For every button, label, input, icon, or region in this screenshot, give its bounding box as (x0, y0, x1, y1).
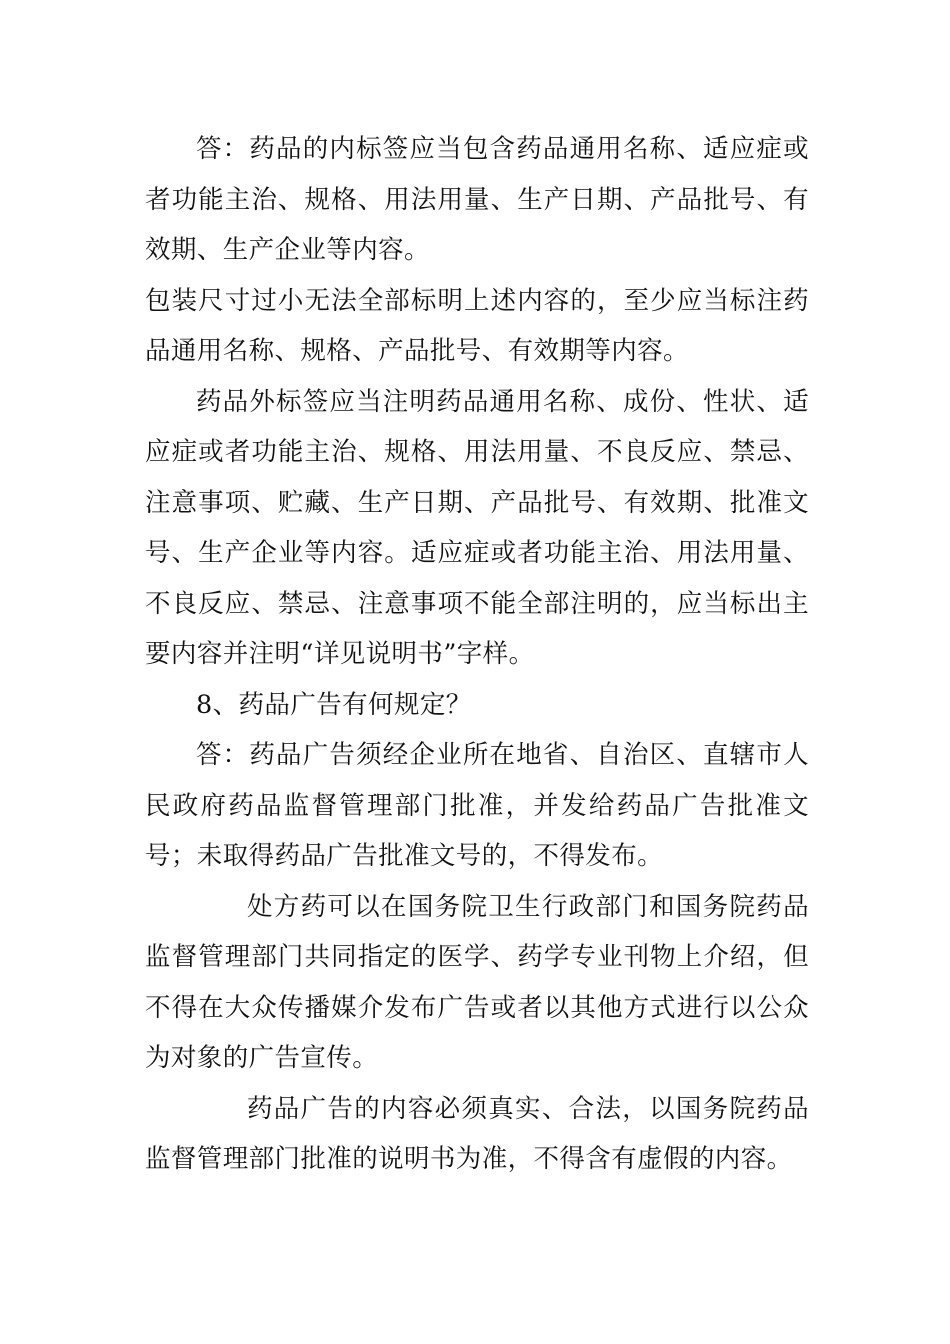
answer-advertising: 答：药品广告须经企业所在地省、自治区、直辖市人民政府药品监督管理部门批准，并发给药品广告批准文号；未取得药品广告批准文号的，不得发布。 (145, 740, 809, 871)
question-8-heading: 8、药品广告有何规定？ (196, 689, 472, 720)
document-body (145, 124, 809, 1185)
small-package-note: 包装尺寸过小无法全部标明上述内容的，至少应当标注药品通用名称、规格、产品批号、有效期等内容。 (145, 285, 809, 366)
answer-inner-label: 答：药品的内标签应当包含药品通用名称、适应症或者功能主治、规格、用法用量、生产日期、产品批号、有效期、生产企业等内容。 (145, 134, 809, 265)
outer-label-paragraph: 药品外标签应当注明药品通用名称、成份、性状、适应症或者功能主治、规格、用法用量、不良反应、禁忌、注意事项、贮藏、生产日期、产品批号、有效期、批准文号、生产企业等内容。适应症或者功能主治、用法用量、不良反应、禁忌、注意事项不能全部注明的，应当标出主要内容并注明“详见说明书”字样。 (145, 386, 809, 669)
ad-content-paragraph: 药品广告的内容必须真实、合法，以国务院药品监督管理部门批准的说明书为准，不得含有虚假的内容。 (145, 1093, 809, 1174)
prescription-drug-ad-paragraph: 处方药可以在国务院卫生行政部门和国务院药品监督管理部门共同指定的医学、药学专业刊物上介绍，但不得在大众传播媒介发布广告或者以其他方式进行以公众为对象的广告宣传。 (145, 891, 809, 1073)
